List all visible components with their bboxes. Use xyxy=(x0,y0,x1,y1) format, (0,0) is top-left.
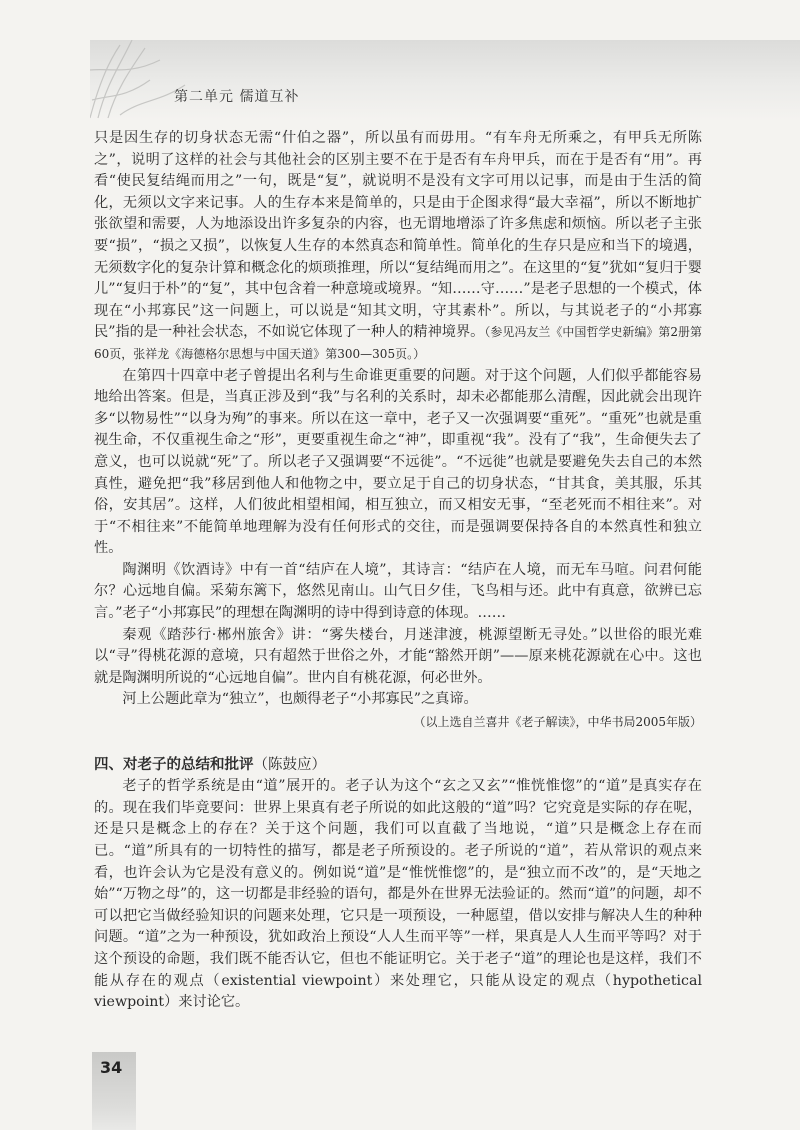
paragraph: 河上公题此章为“独立”，也颇得老子“小邦寡民”之真谛。 xyxy=(122,691,478,708)
paragraph: 在第四十四章中老子曾提出名利与生命谁更重要的问题。对于这个问题，人们似乎都能容易地给出答案。但是，当真正涉及到“我”与名利的关系时，却未必都能那么清醒，因此就会出现许多“以物易性”“以身为殉”的事来。所以在这一章中，老子又一次强调要“重死”。“重死”也就是重视生命，不仅重视生命之“形”，更要重视生命之“神”，即重视“我”。没有了“我”，生命便失去了意义，也可以说就“死”了。所以老子又强调要“不远徙”。“不远徙”也就是要避免失去自己的本然真性，避免把“我”移居到他人和他物之中，要立足于自己的切身状态，“甘其食，美其服，乐其俗，安其居”。这样，人们彼此相望相闻，相互独立，而又相安无事，“至老死而不相往来”。对于“不相往来”不能简单地理解为没有任何形式的交往，而是强调要保持各自的本然真性和独立性。 xyxy=(94,367,702,557)
page-number: 34 xyxy=(100,1058,123,1077)
section-author: （陈鼓应） xyxy=(253,756,326,773)
reference-note: （参见冯友兰《中国哲学史新编》第2册第60页，张祥龙《海德格尔思想与中国天道》第300—305页。） xyxy=(94,325,702,361)
paragraph xyxy=(94,128,702,366)
unit-title: 第二单元 儒道互补 xyxy=(174,89,300,105)
source-citation: （以上选自兰喜井《老子解读》，中华书局2005年版） xyxy=(413,715,702,730)
paragraph: 老子的哲学系统是由“道”展开的。老子认为这个“玄之又玄”“惟恍惟惚”的“道”是真实存在的。现在我们毕竟要问：世界上果真有老子所说的如此这般的“道”吗？它究竟是实际的存在呢，还是只是概念上的存在？关于这个问题，我们可以直截了当地说，“道”只是概念上存在而已。“道”所具有的一切特性的描写，都是老子所预设的。老子所说的“道”，若从常识的观点来看，也许会认为它是没有意义的。例如说“道”是“惟恍惟惚”的，是“独立而不改”的，是“天地之始”“万物之母”的，这一切都是非经验的语句，都是外在世界无法验证的。然而“道”的问题，却不可以把它当做经验知识的问题来处理，它只是一项预设，一种愿望，借以安排与解决人生的种种问题。“道”之为一种预设，犹如政治上预设“人人生而平等”一样，果真是人人生而平等吗？对于这个预设的命题，我们既不能否认它，但也不能证明它。关于老子“道”的理论也是这样，我们不能从存在的观点（existential viewpoint）来处理它，只能从设定的观点（hypothetical viewpoint）来讨论它。 xyxy=(94,778,702,1011)
paragraph-text: 只是因生存的切身状态无需“什伯之器”，所以虽有而毋用。“有车舟无所乘之，有甲兵无所陈之”，说明了这样的社会与其他社会的区别主要不在于是否有车舟甲兵，而在于是否有“用”。再看“使民复结绳而用之”一句，既是“复”，就说明不是没有文字可用以记事，而是由于生活的简化，无须以文字来记事。人的生存本来是简单的，只是由于企图求得“最大幸福”，所以不断地扩张欲望和需要，人为地添设出许多复杂的内容，也无谓地增添了许多焦虑和烦恼。所以老子主张要“损”，“损之又损”，以恢复人生存的本然真态和简单性。简单化的生存只是应和当下的境遇，无须数字化的复杂计算和概念化的烦琐推理，所以“复结绳而用之”。在这里的“复”犹如“复归于婴儿”“复归于朴”的“复”，其中包含着一种意境或境界。“知……守……”是老子思想的一个模式，体现在“小邦寡民”这一问题上，可以说是“知其文明，守其素朴”。所以，与其说老子的“小邦寡民”指的是一种社会状态，不如说它体现了一种人的精神境界。 xyxy=(94,130,702,341)
section-heading xyxy=(94,754,702,777)
paragraph: 陶渊明《饮酒诗》中有一首“结庐在人境”，其诗言：“结庐在人境，而无车马喧。问君何能尔？心远地自偏。采菊东篱下，悠然见南山。山气日夕佳，飞鸟相与还。此中有真意，欲辨已忘言。”老子“小邦寡民”的理想在陶渊明的诗中得到诗意的体现。…… xyxy=(94,561,702,622)
paragraph: 秦观《踏莎行·郴州旅舍》讲：“雾失楼台，月迷津渡，桃源望断无寻处。”以世俗的眼光难以“寻”得桃花源的意境，只有超然于世俗之外，才能“豁然开朗”——原来桃花源就在心中。这也就是陶渊明所说的“心远地自偏”。世内自有桃花源，何必世外。 xyxy=(94,626,702,686)
header-pattern-graphic xyxy=(90,40,800,120)
body-text xyxy=(94,128,702,1014)
header-decoration xyxy=(90,40,800,120)
section-title: 四、对老子的总结和批评 xyxy=(94,755,254,773)
